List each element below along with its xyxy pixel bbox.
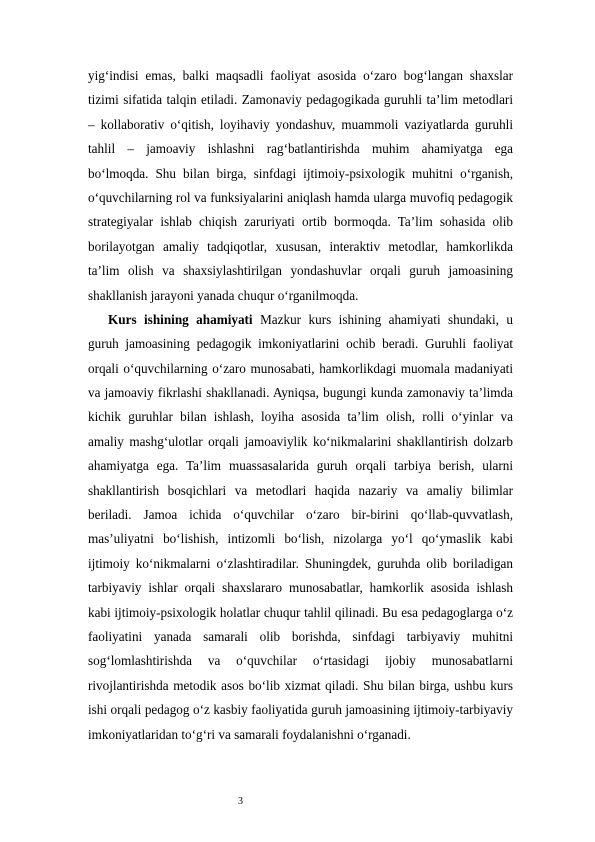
page-number: 3 (238, 796, 243, 807)
text-line: kabi ijtimoiy-psixologik holatlar chuqur tahlil qilinadi. Bu esa pedagoglarga o‘z (88, 604, 513, 620)
text-line: shakllanish jarayoni yanada chuqur o‘rganilmoqda. (88, 287, 359, 303)
text-line: imkoniyatlaridan to‘g‘ri va samarali foydalanishni o‘rganadi. (88, 726, 411, 742)
text-line: borilayotgan amaliy tadqiqotlar, xususan, interaktiv metodlar, hamkorlikda (88, 238, 513, 254)
heading-line-text: Mazkur kurs ishining ahamiyati shundaki, u (260, 311, 514, 327)
paragraph-intro (88, 64, 513, 308)
text-line: ahamiyatga ega. Ta’lim muassasalarida guruh orqali tarbiya berish, ularni (88, 458, 513, 474)
text-line: amaliy mashg‘ulotlar orqali jamoaviylik ko‘nikmalarini shakllantirish dolzarb (88, 433, 513, 449)
text-line: mas’uliyatni bo‘lishish, intizomli bo‘lish, nizolarga yo‘l qo‘ymaslik kabi (88, 531, 513, 547)
document-body (88, 64, 513, 747)
text-line: tahlil – jamoaviy ishlashni rag‘batlantirishda muhim ahamiyatga ega (88, 141, 513, 157)
text-line: sog‘lomlashtirishda va o‘quvchilar o‘rtasidagi ijobiy munosabatlarni (88, 653, 513, 669)
text-line: orqali o‘quvchilarning o‘zaro munosabati, hamkorlikdagi muomala madaniyati (88, 360, 513, 376)
text-line: rivojlantirishda metodik asos bo‘lib xizmat qiladi. Shu bilan birga, ushbu kurs (88, 677, 513, 693)
text-line: shakllantirish bosqichlari va metodlari haqida nazariy va amaliy bilimlar (88, 482, 513, 498)
text-line: o‘quvchilarning rol va funksiyalarini aniqlash hamda ularga muvofiq pedagogik (88, 189, 513, 205)
text-line: ta’lim olish va shaxsiylashtirilgan yondashuvlar orqali guruh jamoasining (88, 263, 513, 279)
text-line: ijtimoiy ko‘nikmalarni o‘zlashtiradilar. Shuningdek, guruhda olib boriladigan (88, 555, 513, 571)
text-line: – kollaborativ o‘qitish, loyihaviy yondashuv, muammoli vaziyatlarda guruhli (88, 116, 513, 132)
text-line: kichik guruhlar bilan ishlash, loyiha asosida ta’lim olish, rolli o‘yinlar va (88, 409, 513, 425)
paragraph-first-line (88, 308, 513, 332)
text-line: tizimi sifatida talqin etiladi. Zamonaviy pedagogikada guruhli ta’lim metodlari (88, 92, 513, 108)
text-line: yig‘indisi emas, balki maqsadli faoliyat asosida o‘zaro bog‘langan shaxslar (88, 68, 513, 83)
text-line: guruh jamoasining pedagogik imkoniyatlarini ochib beradi. Guruhli faoliyat (88, 336, 513, 352)
text-line: faoliyatini yanada samarali olib borishda, sinfdagi tarbiyaviy muhitni (88, 628, 513, 644)
section-heading: Kurs ishining ahamiyati (108, 311, 253, 327)
text-line: beriladi. Jamoa ichida o‘quvchilar o‘zaro bir-birini qo‘llab-quvvatlash, (88, 507, 513, 523)
text-line: va jamoaviy fikrlashi shakllanadi. Ayniqsa, bugungi kunda zamonaviy ta’limda (88, 385, 513, 401)
text-line: bo‘lmoqda. Shu bilan birga, sinfdagi ijtimoiy-psixologik muhitni o‘rganish, (88, 165, 513, 181)
text-line: tarbiyaviy ishlar orqali shaxslararo munosabatlar, hamkorlik asosida ishlash (88, 580, 513, 596)
text-line: ishi orqali pedagog o‘z kasbiy faoliyatida guruh jamoasining ijtimoiy-tarbiyaviy (88, 702, 513, 718)
text-line: strategiyalar ishlab chiqish zaruriyati ortib bormoqda. Ta’lim sohasida olib (88, 214, 513, 230)
paragraph-significance (88, 308, 513, 747)
